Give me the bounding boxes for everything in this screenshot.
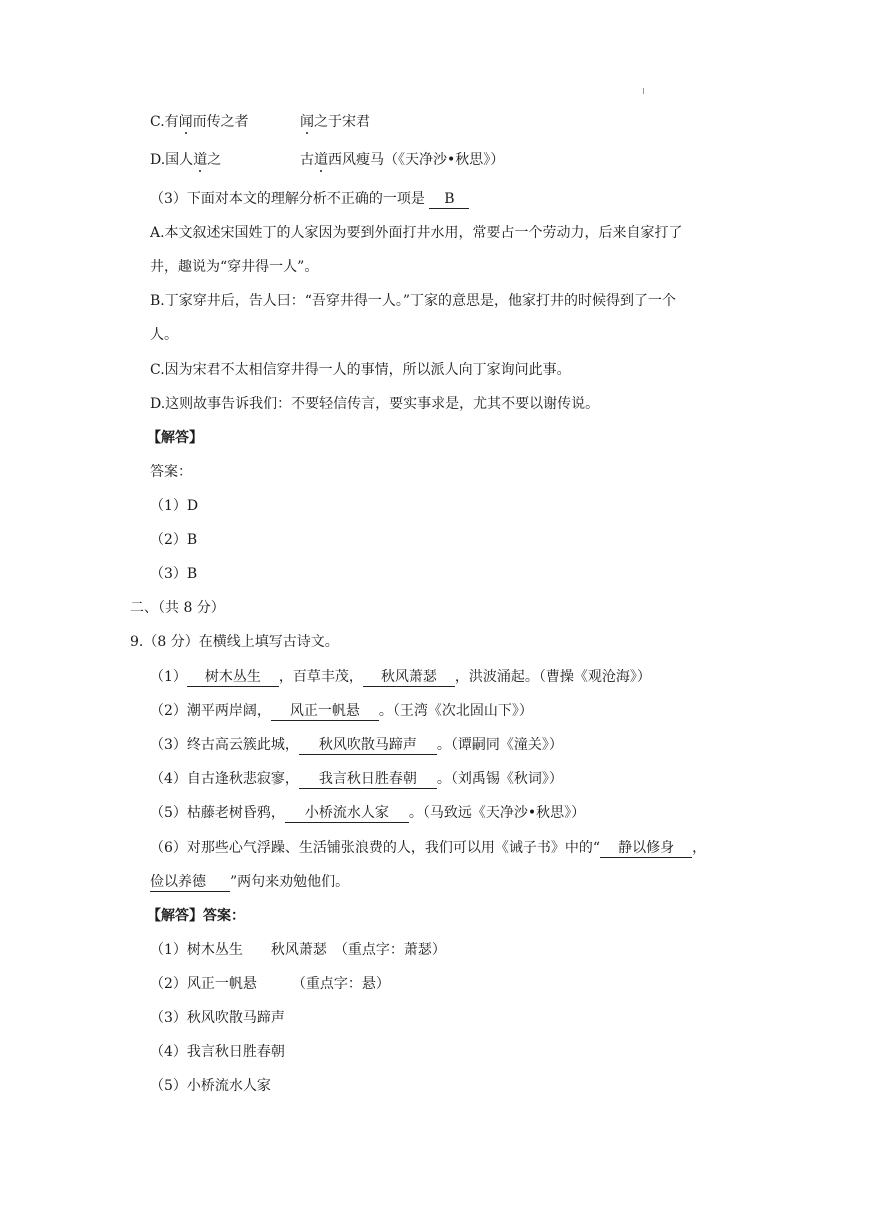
q8-option-a-line2: 井，趣说为“穿井得一人”。 (150, 259, 319, 275)
q9-jieda: 【解答】答案： (147, 908, 245, 924)
q9-item-5: （5）枯藤老树昏鸦， 小桥流水人家 。（马致远《天净沙•秋思》） (150, 805, 586, 821)
dotted-char: 闻 (178, 114, 193, 130)
dotted-char: 闻 (300, 114, 314, 130)
q8-option-c-text: C.因为宋君不太相信穿井得一人的事情，所以派人向丁家询问此事。 (150, 362, 571, 378)
section-title: 二、（共 8 分） (130, 600, 225, 616)
q9-answer-4: （4）我言秋日胜春朝 (150, 1044, 285, 1060)
q8-answer-1: （1）D (150, 498, 199, 514)
dotted-char: 道 (314, 152, 328, 168)
answer-blank: 树木丛生 (187, 668, 279, 687)
q8-daan: 答案： (150, 464, 192, 480)
page-mark (643, 88, 644, 94)
q8-option-a-line1: A.本文叙述宋国姓丁的人家因为要到外面打井水用，常要占一个劳动力，后来自家打了 (150, 225, 683, 241)
q8-jieda: 【解答】 (147, 430, 203, 446)
answer-blank: B (429, 190, 469, 209)
q8-option-d-right: 古道西风瘦马（《天净沙•秋思》） (300, 152, 505, 168)
q8-option-d: D.国人道之 (150, 152, 222, 168)
q9-answer-1: （1）树木丛生 秋风萧瑟 （重点字：萧瑟） (150, 942, 446, 958)
q8-option-d-text: D.这则故事告诉我们：不要轻信传言，要实事求是，尤其不要以谢传说。 (150, 396, 600, 412)
q8-option-c: C.有闻而传之者 (150, 114, 249, 130)
q9-answer-2: （2）风正一帆悬 （重点字：悬） (150, 976, 390, 992)
dotted-char: 道 (193, 152, 208, 168)
q9-item-2: （2）潮平两岸阔， 风正一帆悬 。（王湾《次北固山下》） (150, 703, 533, 719)
q8-option-b-line1: B.丁家穿井后，告人曰：“吾穿井得一人。”丁家的意思是，他家打井的时候得到了一个 (150, 293, 677, 309)
q9-item-6: （6）对那些心气浮躁、生活铺张浪费的人，我们可以用《诫子书》中的“ 静以修身 ， (150, 840, 707, 856)
q9-answer-5: （5）小桥流水人家 (150, 1078, 271, 1094)
q9-item-1: （1） 树木丛生 ，百草丰茂， 秋风萧瑟 ，洪波涌起。（曹操《观沧海》） (150, 669, 651, 685)
answer-blank: 秋风萧瑟 (363, 668, 455, 687)
q8-option-b-line2: 人。 (150, 327, 178, 343)
q8-answer-2: （2）B (150, 532, 198, 548)
q9-item-4: （4）自古逢秋悲寂寥， 我言秋日胜春朝 。（刘禹锡《秋词》） (150, 771, 563, 787)
q8-answer-3: （3）B (150, 566, 198, 582)
answer-blank: 我言秋日胜春朝 (299, 770, 437, 789)
q9-stem: 9.（8 分）在横线上填写古诗文。 (130, 634, 339, 650)
q8-option-c-right: 闻之于宋君 (300, 114, 370, 130)
answer-blank: 风正一帆悬 (271, 702, 379, 721)
answer-blank: 小桥流水人家 (285, 804, 409, 823)
answer-blank: 静以修身 (600, 839, 692, 858)
q9-item-3: （3）终古高云簇此城， 秋风吹散马蹄声 。（谭嗣同《潼关》） (150, 737, 563, 753)
answer-blank: 俭以养德 (150, 873, 230, 892)
answer-blank: 秋风吹散马蹄声 (299, 736, 437, 755)
q9-answer-3: （3）秋风吹散马蹄声 (150, 1010, 285, 1026)
q8-sub3-question: （3）下面对本文的理解分析不正确的一项是 B (150, 189, 469, 209)
q9-item-6-cont: 俭以养德 ”两句来劝勉他们。 (150, 874, 350, 890)
